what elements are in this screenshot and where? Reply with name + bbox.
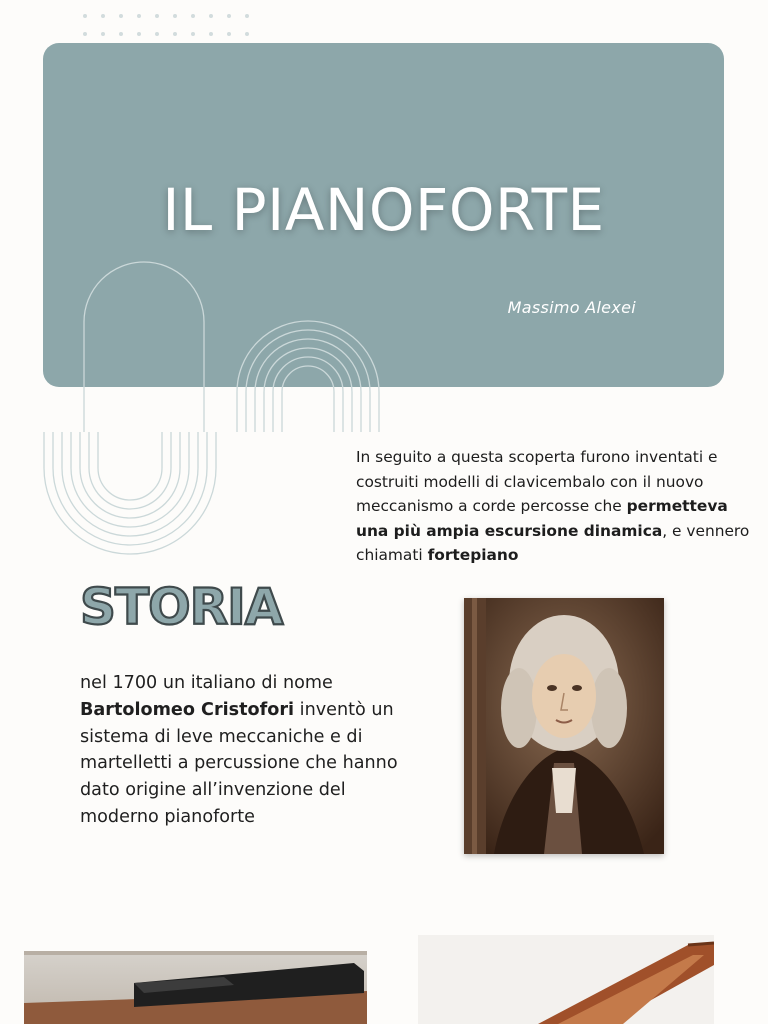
intro-bold-text: permetteva una più ampia escursione dinamica <box>356 497 728 540</box>
intro-paragraph <box>356 445 756 568</box>
page-title: IL PIANOFORTE <box>162 176 605 244</box>
section-heading: STORIA <box>80 578 283 636</box>
harpsichord-image <box>418 935 714 1024</box>
intro-text: , e vennero chiamati <box>356 521 750 564</box>
intro-bold-term: fortepiano <box>427 546 519 564</box>
author-name: Massimo Alexei <box>507 298 636 317</box>
history-text: inventò un sistema di leve meccaniche e di martelletti a percussione che hanno dato origine all’invenzione del moderno pianoforte <box>80 699 398 827</box>
history-text: nel 1700 un italiano di nome <box>80 673 333 693</box>
portrait-image <box>464 598 664 854</box>
intro-text: In seguito a questa scoperta furono inventati e costruiti modelli di clavicembalo con il nuovo meccanismo a corde percosse che <box>356 448 718 515</box>
inventor-name: Bartolomeo Cristofori <box>80 699 295 720</box>
history-paragraph <box>80 670 400 831</box>
grand-piano-image <box>24 951 367 1024</box>
